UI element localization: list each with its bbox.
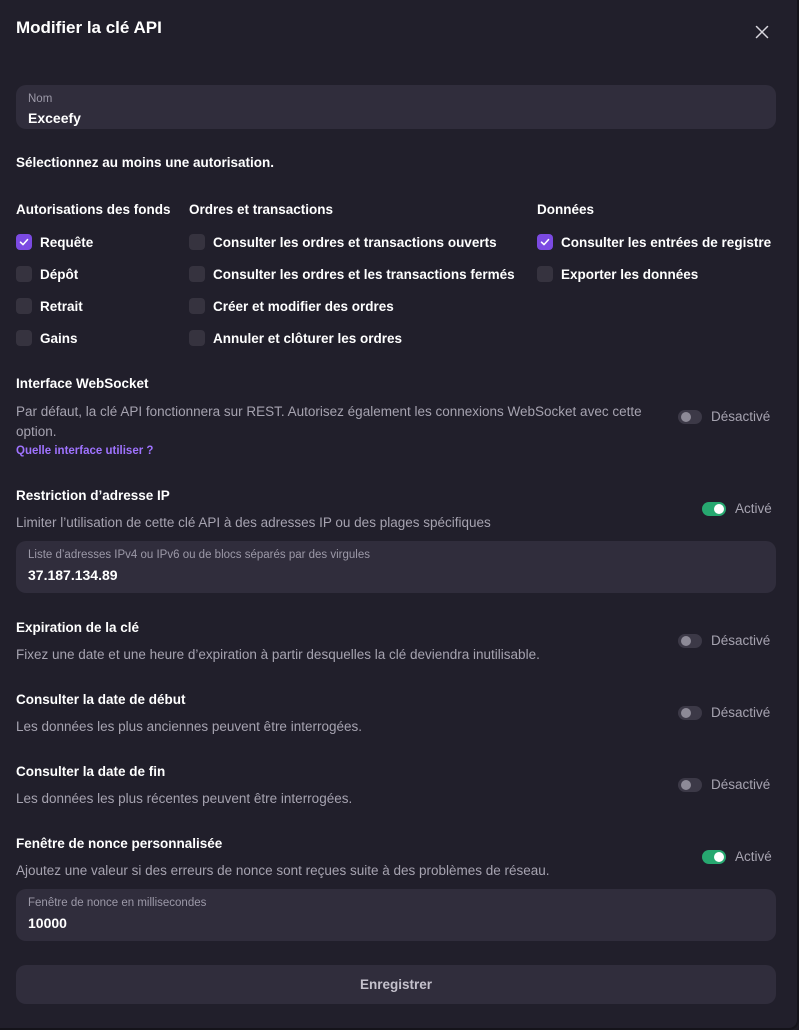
- checkbox-deposit[interactable]: [16, 266, 78, 282]
- toggle-status: Activé: [735, 501, 772, 516]
- name-field[interactable]: [16, 85, 776, 129]
- checkbox-box[interactable]: [16, 234, 32, 250]
- start-date-toggle[interactable]: [678, 705, 770, 720]
- toggle-status: Désactivé: [711, 705, 771, 720]
- toggle-switch[interactable]: [678, 410, 702, 424]
- start-date-title: Consulter la date de début: [16, 692, 186, 707]
- checkbox-label: Gains: [40, 330, 78, 346]
- close-button[interactable]: [752, 22, 772, 42]
- permission-instruction: Sélectionnez au moins une autorisation.: [16, 155, 275, 170]
- end-date-description: Les données les plus récentes peuvent être interrogées.: [16, 791, 353, 806]
- expiration-description: Fixez une date et une heure d’expiration à partir desquelles la clé deviendra inutilisable.: [16, 647, 540, 662]
- toggle-status: Désactivé: [711, 777, 771, 792]
- checkbox-box[interactable]: [16, 266, 32, 282]
- checkbox-box[interactable]: [537, 234, 553, 250]
- checkbox-box[interactable]: [189, 266, 205, 282]
- checkmark-icon: [18, 236, 30, 248]
- dialog-title: Modifier la clé API: [16, 18, 162, 37]
- toggle-switch[interactable]: [678, 634, 702, 648]
- ip-restriction-toggle[interactable]: [702, 501, 772, 516]
- nonce-toggle[interactable]: [702, 849, 772, 864]
- ip-address-field-value: 37.187.134.89: [28, 567, 118, 583]
- close-icon: [752, 22, 772, 42]
- checkbox-create-modify-orders[interactable]: [189, 298, 394, 314]
- checkbox-label: Annuler et clôturer les ordres: [213, 330, 403, 346]
- end-date-title: Consulter la date de fin: [16, 764, 166, 779]
- ip-restriction-description: Limiter l’utilisation de cette clé API à des adresses IP ou des plages spécifiques: [16, 515, 491, 530]
- checkbox-withdrawal[interactable]: [16, 298, 83, 314]
- toggle-switch[interactable]: [702, 502, 726, 516]
- toggle-status: Désactivé: [711, 409, 771, 424]
- checkmark-icon: [539, 236, 551, 248]
- nonce-window-field-label: Fenêtre de nonce en millisecondes: [28, 897, 207, 909]
- websocket-title: Interface WebSocket: [16, 376, 149, 391]
- nonce-title: Fenêtre de nonce personnalisée: [16, 836, 223, 851]
- nonce-description: Ajoutez une valeur si des erreurs de nonce sont reçues suite à des problèmes de réseau.: [16, 863, 550, 878]
- end-date-toggle[interactable]: [678, 777, 770, 792]
- checkbox-label: Consulter les ordres et transactions ouverts: [213, 234, 497, 250]
- ip-address-field-label: Liste d’adresses IPv4 ou IPv6 ou de blocs séparés par des virgules: [28, 549, 370, 561]
- checkbox-label: Dépôt: [40, 266, 79, 282]
- toggle-switch[interactable]: [678, 706, 702, 720]
- checkbox-cancel-close-orders[interactable]: [189, 330, 402, 346]
- interface-help-link[interactable]: Quelle interface utiliser ?: [16, 445, 154, 457]
- checkbox-export-data[interactable]: [537, 266, 698, 282]
- ip-restriction-title: Restriction d’adresse IP: [16, 488, 170, 503]
- checkbox-earnings[interactable]: [16, 330, 78, 346]
- name-field-label: Nom: [28, 93, 53, 105]
- websocket-description: Par défaut, la clé API fonctionnera sur REST. Autorisez également les connexions WebSocket avec cette option.: [16, 404, 642, 439]
- checkbox-view-open-orders[interactable]: [189, 234, 497, 250]
- checkbox-label: Créer et modifier des ordres: [213, 298, 394, 314]
- checkbox-query[interactable]: [16, 234, 93, 250]
- toggle-switch[interactable]: [702, 850, 726, 864]
- expiration-title: Expiration de la clé: [16, 620, 140, 635]
- checkbox-view-closed-orders[interactable]: [189, 266, 515, 282]
- websocket-toggle[interactable]: [678, 409, 770, 424]
- checkbox-box[interactable]: [16, 330, 32, 346]
- checkbox-box[interactable]: [16, 298, 32, 314]
- ip-address-field[interactable]: [16, 541, 776, 593]
- toggle-switch[interactable]: [678, 778, 702, 792]
- checkbox-label: Consulter les entrées de registre: [561, 234, 772, 250]
- nonce-window-field-value: 10000: [28, 915, 67, 931]
- checkbox-label: Retrait: [40, 298, 83, 314]
- orders-heading: Ordres et transactions: [189, 202, 334, 217]
- save-button[interactable]: Enregistrer: [16, 965, 776, 1004]
- checkbox-box[interactable]: [189, 298, 205, 314]
- toggle-status: Activé: [735, 849, 772, 864]
- funds-permissions-heading: Autorisations des fonds: [16, 202, 171, 217]
- checkbox-label: Consulter les ordres et les transactions fermés: [213, 266, 515, 282]
- checkbox-label: Exporter les données: [561, 266, 699, 282]
- checkbox-label: Requête: [40, 234, 94, 250]
- name-field-value: Exceefy: [28, 110, 81, 126]
- start-date-description: Les données les plus anciennes peuvent être interrogées.: [16, 719, 362, 734]
- toggle-status: Désactivé: [711, 633, 771, 648]
- checkbox-box[interactable]: [189, 330, 205, 346]
- expiration-toggle[interactable]: [678, 633, 770, 648]
- checkbox-view-ledger[interactable]: [537, 234, 771, 250]
- checkbox-box[interactable]: [189, 234, 205, 250]
- data-heading: Données: [537, 202, 595, 217]
- checkbox-box[interactable]: [537, 266, 553, 282]
- nonce-window-field[interactable]: [16, 889, 776, 941]
